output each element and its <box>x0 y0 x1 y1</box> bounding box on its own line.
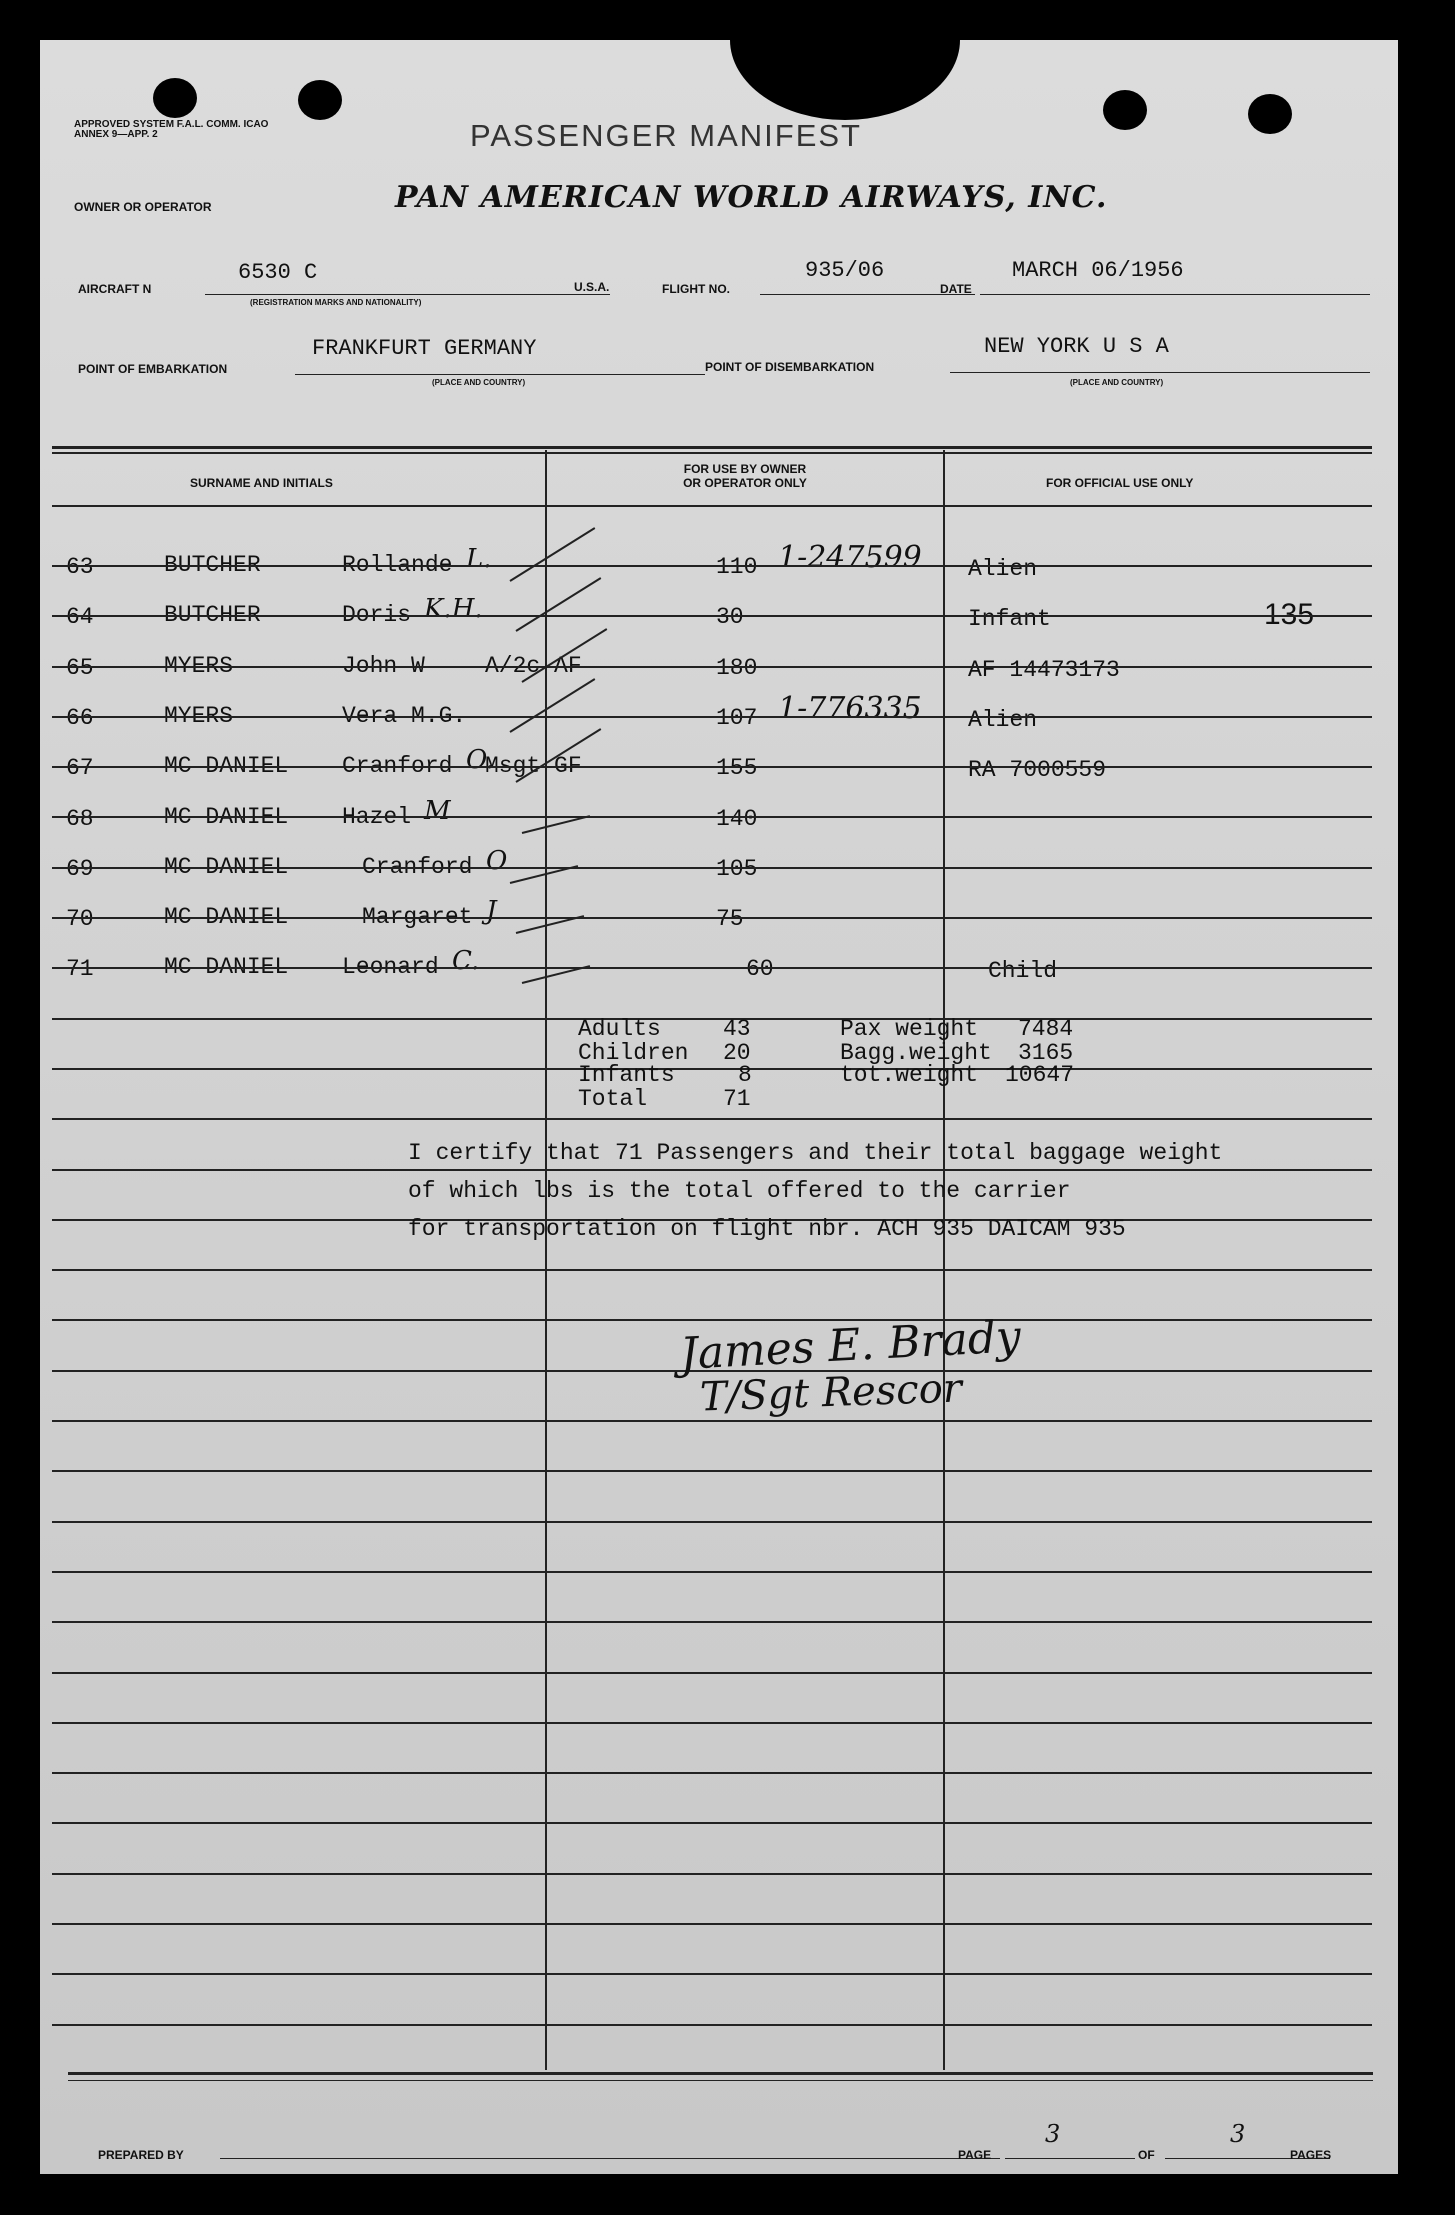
ruled-line <box>52 917 1372 919</box>
airline-name: PAN AMERICAN WORLD AIRWAYS, INC. <box>395 180 1108 215</box>
punch-hole <box>1103 90 1147 130</box>
passenger-weight: 140 <box>716 806 758 832</box>
check-mark <box>509 527 595 582</box>
children-label: Children <box>578 1040 689 1066</box>
total-count: 71 <box>723 1086 751 1112</box>
page-title: PASSENGER MANIFEST <box>470 118 862 153</box>
passenger-id-note: 1-776335 <box>778 691 922 726</box>
passenger-given-name: Margaret <box>362 904 473 930</box>
passenger-number: 63 <box>66 554 94 580</box>
disembarkation-label: POINT OF DISEMBARKATION <box>705 360 875 374</box>
disembarkation-value: NEW YORK U S A <box>984 334 1169 359</box>
ruled-line <box>52 1319 1372 1321</box>
ruled-line <box>52 766 1372 768</box>
approval-note: APPROVED SYSTEM F.A.L. COMM. ICAO ANNEX 9—APP. 2 <box>74 119 269 140</box>
torn-edge <box>730 40 960 120</box>
flight-date: MARCH 06/1956 <box>1012 258 1184 283</box>
official-column-header: FOR OFFICIAL USE ONLY <box>1046 476 1194 490</box>
surname-column-header: SURNAME AND INITIALS <box>190 476 333 490</box>
ruled-line <box>52 867 1372 869</box>
ruled-line <box>52 666 1372 668</box>
passenger-given-name: John W <box>342 653 425 679</box>
passenger-number: 71 <box>66 956 94 982</box>
date-label: DATE <box>940 282 972 296</box>
signature-name: James E. Brady <box>678 1311 1023 1380</box>
place-caption: (PLACE AND COUNTRY) <box>432 378 526 387</box>
passenger-weight: 110 <box>716 554 758 580</box>
passenger-weight: 105 <box>716 856 758 882</box>
row-annotation: 135 <box>1264 598 1315 631</box>
certify-line-1: I certify that 71 Passengers and their total baggage weight <box>408 1140 1223 1166</box>
ruled-line <box>52 1521 1372 1523</box>
ruled-line <box>52 1873 1372 1875</box>
passenger-surname: MC DANIEL <box>164 954 289 980</box>
certify-line-2: of which lbs is the total offered to the carrier <box>408 1178 1071 1204</box>
passenger-initials: L. <box>466 544 492 574</box>
passenger-id-note: 1-247599 <box>778 540 922 575</box>
passenger-initials: O. <box>466 745 495 775</box>
check-mark <box>509 678 595 733</box>
adults-count: 43 <box>723 1016 751 1042</box>
passenger-number: 70 <box>66 906 94 932</box>
passenger-surname: MC DANIEL <box>164 904 289 930</box>
prepared-by-label: PREPARED BY <box>98 2148 184 2162</box>
check-mark <box>515 577 601 632</box>
ruled-line <box>52 1822 1372 1824</box>
punch-hole <box>153 78 197 118</box>
passenger-surname: MYERS <box>164 653 234 679</box>
passenger-status: AF 14473173 <box>968 657 1120 683</box>
ruled-line <box>52 1621 1372 1623</box>
aircraft-value: 6530 C <box>238 260 318 285</box>
baggage-weight-value: 3165 <box>1018 1040 1074 1066</box>
ruled-line <box>52 1018 1372 1020</box>
passenger-given-name: Vera M.G. <box>342 703 467 729</box>
page-number: 3 <box>1045 2120 1061 2148</box>
owner-label: OWNER OR OPERATOR <box>74 200 212 214</box>
passenger-surname: BUTCHER <box>164 602 261 628</box>
ruled-line <box>52 1118 1372 1120</box>
passenger-rank: A/2c AF <box>485 653 582 679</box>
ruled-line <box>52 1973 1372 1975</box>
ruled-line <box>52 1470 1372 1472</box>
punch-hole <box>298 80 342 120</box>
passenger-weight: 155 <box>716 755 758 781</box>
passenger-initials: M <box>424 796 451 826</box>
passenger-status: Alien <box>968 556 1038 582</box>
passenger-initials: J <box>486 896 497 926</box>
ruled-line <box>52 1672 1372 1674</box>
embarkation-label: POINT OF EMBARKATION <box>78 362 228 376</box>
total-label: Total <box>578 1086 648 1112</box>
passenger-surname: MC DANIEL <box>164 804 289 830</box>
ruled-line <box>52 1269 1372 1271</box>
page-total: 3 <box>1230 2120 1246 2148</box>
baggage-weight-label: Bagg.weight <box>840 1040 992 1066</box>
passenger-surname: MC DANIEL <box>164 854 289 880</box>
ruled-line <box>52 1923 1372 1925</box>
passenger-surname: BUTCHER <box>164 552 261 578</box>
certify-line-3: for transportation on flight nbr. ACH 935 DAICAM 935 <box>408 1216 1126 1242</box>
passenger-number: 66 <box>66 705 94 731</box>
passenger-given-name: Cranford <box>362 854 473 880</box>
punch-hole <box>1248 94 1292 134</box>
page-label: PAGE <box>958 2148 992 2162</box>
ruled-line <box>52 2024 1372 2026</box>
children-count: 20 <box>723 1040 751 1066</box>
total-weight-value: 10647 <box>1005 1062 1075 1088</box>
aircraft-label: AIRCRAFT N <box>78 282 152 296</box>
passenger-weight: 30 <box>716 604 744 630</box>
infants-count: 8 <box>738 1062 752 1088</box>
flight-label: FLIGHT NO. <box>662 282 730 296</box>
ruled-line <box>52 716 1372 718</box>
ruled-line <box>52 1722 1372 1724</box>
passenger-given-name: Cranford <box>342 753 453 779</box>
passenger-given-name: Doris <box>342 602 412 628</box>
adults-label: Adults <box>578 1016 661 1042</box>
ruled-line <box>52 1420 1372 1422</box>
place-caption: (PLACE AND COUNTRY) <box>1070 378 1164 387</box>
passenger-weight: 60 <box>746 956 774 982</box>
passenger-given-name: Rollande <box>342 552 453 578</box>
registration-caption: (REGISTRATION MARKS AND NATIONALITY) <box>250 298 422 307</box>
ruled-line <box>52 565 1372 567</box>
passenger-initials: O <box>486 846 508 876</box>
ruled-line <box>52 1169 1372 1171</box>
usa-label: U.S.A. <box>574 280 610 294</box>
ruled-line <box>52 967 1372 969</box>
passenger-weight: 107 <box>716 705 758 731</box>
owner-column-header: FOR USE BY OWNER OR OPERATOR ONLY <box>683 462 807 490</box>
pax-weight-value: 7484 <box>1018 1016 1074 1042</box>
passenger-status: Alien <box>968 707 1038 733</box>
passenger-number: 65 <box>66 655 94 681</box>
infants-label: Infants <box>578 1062 675 1088</box>
ruled-line <box>52 816 1372 818</box>
passenger-status: Child <box>988 958 1058 984</box>
passenger-status: RA 7000559 <box>968 757 1107 783</box>
passenger-surname: MYERS <box>164 703 234 729</box>
passenger-status: Infant <box>968 606 1051 632</box>
passenger-weight: 180 <box>716 655 758 681</box>
total-weight-label: tot.weight <box>840 1062 979 1088</box>
passenger-number: 67 <box>66 755 94 781</box>
passenger-given-name: Hazel <box>342 804 412 830</box>
manifest-sheet <box>40 40 1398 2174</box>
ruled-line <box>52 615 1372 617</box>
passenger-surname: MC DANIEL <box>164 753 289 779</box>
pax-weight-label: Pax weight <box>840 1016 979 1042</box>
passenger-number: 69 <box>66 856 94 882</box>
passenger-weight: 75 <box>716 906 744 932</box>
passenger-initials: C. <box>452 946 480 976</box>
flight-number: 935/06 <box>805 258 885 283</box>
of-label: OF <box>1138 2148 1155 2162</box>
passenger-given-name: Leonard <box>342 954 439 980</box>
passenger-initials: K.H. <box>424 594 483 624</box>
ruled-line <box>52 1068 1372 1070</box>
ruled-line <box>52 1772 1372 1774</box>
signature-title: T/Sgt Rescor <box>699 1365 963 1421</box>
passenger-number: 64 <box>66 604 94 630</box>
passenger-rank: Msgt GF <box>485 753 582 779</box>
embarkation-value: FRANKFURT GERMANY <box>312 336 537 361</box>
passenger-number: 68 <box>66 806 94 832</box>
pages-label: PAGES <box>1290 2148 1332 2162</box>
ruled-line <box>52 1571 1372 1573</box>
